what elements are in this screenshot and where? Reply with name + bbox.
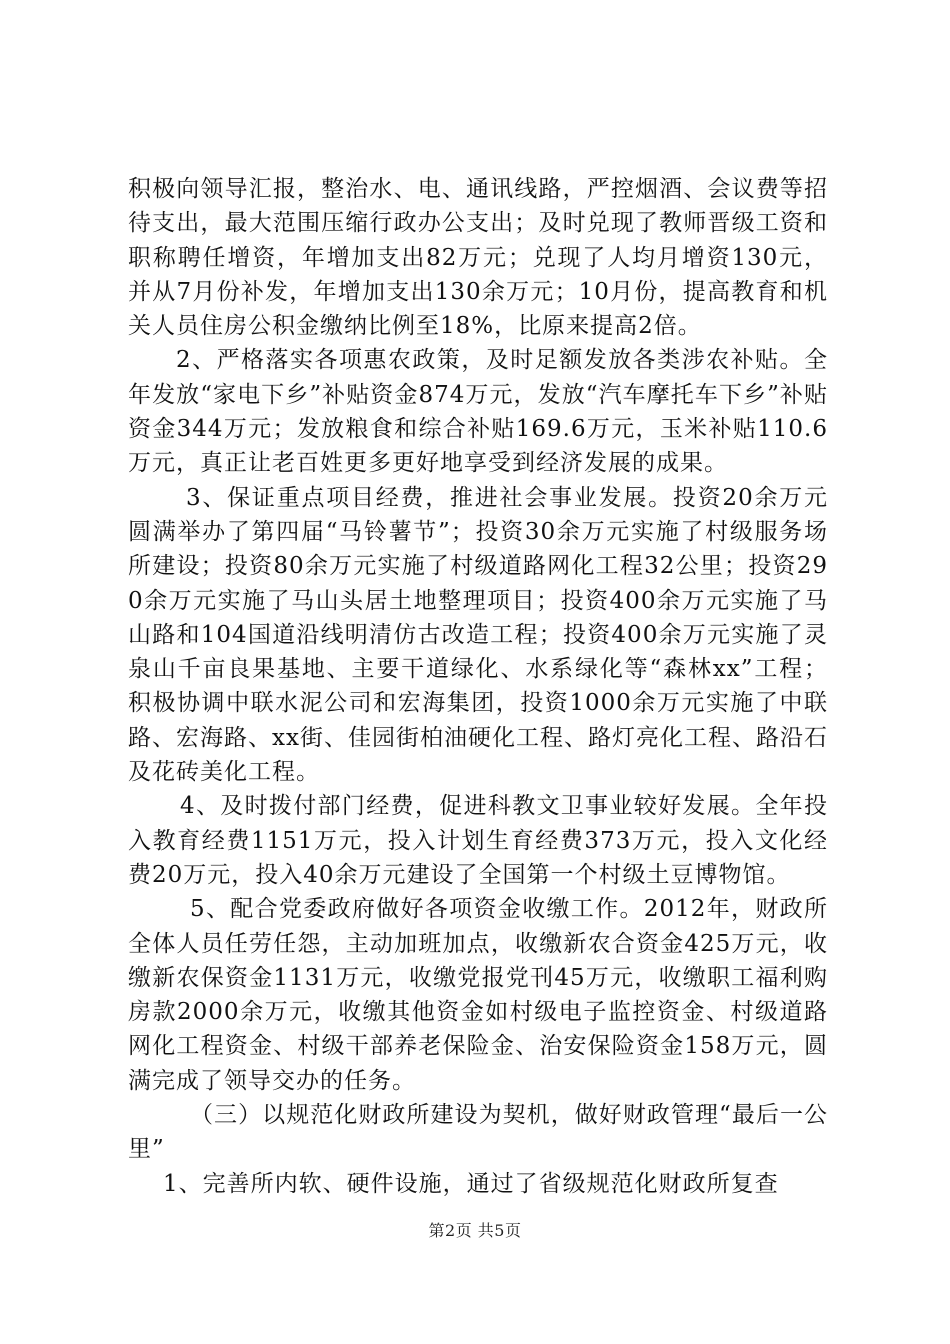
page-number-footer: 第2页 共5页 [428,1221,522,1240]
document-body [128,172,828,1201]
paragraph-agricultural-subsidies: 2、严格落实各项惠农政策，及时足额发放各类涉农补贴。全年发放“家电下乡”补贴资金874万元，发放“汽车摩托车下乡”补贴资金344万元；发放粮食和综合补贴169.6万元，玉米补贴110.6万元，真正让老百姓更多更好地享受到经济发展的成果。 [128,347,828,477]
section-heading-finance-office: （三）以规范化财政所建设为契机，做好财政管理“最后一公里” [128,1102,828,1163]
paragraph-facilities: 1、完善所内软、硬件设施，通过了省级规范化财政所复查 [163,1170,779,1197]
paragraph-key-projects: 3、保证重点项目经费，推进社会事业发展。投资20余万元圆满举办了第四届“马铃薯节”；投资30余万元实施了村级服务场所建设；投资80余万元实施了村级道路网化工程32公里；投资290余万元实施了马山头居土地整理项目；投资400余万元实施了马山路和104国道沿线明清仿古改造工程；投资400余万元实施了灵泉山千亩良果基地、主要干道绿化、水系绿化等“森林xx”工程；积极协调中联水泥公司和宏海集团，投资1000余万元实施了中联路、宏海路、xx街、佳园街柏油硬化工程、路灯亮化工程、路沿石及花砖美化工程。 [128,484,828,786]
paragraph-fund-collection: 5、配合党委政府做好各项资金收缴工作。2012年，财政所全体人员任劳任怨，主动加班加点，收缴新农合资金425万元，收缴新农保资金1131万元，收缴党报党刊45万元，收缴职工福利购房款2000余万元，收缴其他资金如村级电子监控资金、村级道路网化工程资金、村级干部养老保险金、治安保险资金158万元，圆满完成了领导交办的任务。 [128,896,828,1094]
paragraph-department-funding: 4、及时拨付部门经费，促进科教文卫事业较好发展。全年投入教育经费1151万元，投入计划生育经费373万元，投入文化经费20万元，投入40余万元建设了全国第一个村级土豆博物馆。 [128,793,828,888]
paragraph-budget-cuts: 积极向领导汇报，整治水、电、通讯线路，严控烟酒、会议费等招待支出，最大范围压缩行政办公支出；及时兑现了教师晋级工资和职称聘任增资，年增加支出82万元；兑现了人均月增资130元，并从7月份补发，年增加支出130余万元；10月份，提高教育和机关人员住房公积金缴纳比例至18%，比原来提高2倍。 [128,176,828,340]
